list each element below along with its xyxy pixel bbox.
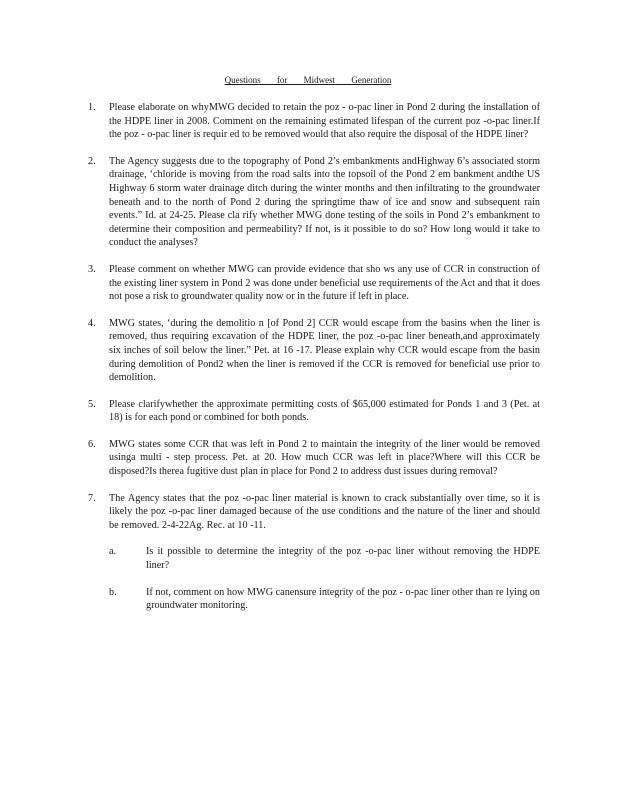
questions-list (88, 101, 540, 626)
sub-question-list (109, 545, 540, 612)
question-number: 4. (88, 317, 96, 329)
question-item (88, 438, 540, 479)
question-number: 5. (88, 398, 96, 410)
question-item (88, 263, 540, 304)
question-text: Please elaborate on whyMWG decided to retain the poz - o-pac liner in Pond 2 during the installation of the HDPE liner in 2008. Comment on the remaining estimated lifespan of the current poz -o-pac liner.If the poz - o-pac liner is requir ed to be removed would that also require the disposal of the HDPE liner? (109, 102, 540, 141)
sub-question-item (109, 586, 540, 613)
document-title: Questions for Midwest Generation (224, 75, 392, 85)
question-number: 6. (88, 438, 96, 450)
question-item (88, 101, 540, 142)
question-item (88, 492, 540, 613)
question-text: The Agency states that the poz -o-pac liner material is known to crack substantially over time, so it is likely the poz -o-pac liner damaged because of the use conditions and the nature of the liner and should be removed. 2-4-22Ag. Rec. at 10 -11. (109, 492, 540, 531)
question-text: MWG states some CCR that was left in Pond 2 to maintain the integrity of the liner would be removed usinga multi - step process. Pet. at 20. How much CCR was left in place?Where will this CCR be disposed?Is therea fugitive dust plan in place for Pond 2 to address dust issues during removal? (109, 438, 540, 478)
question-number: 3. (88, 263, 96, 275)
question-item (88, 398, 540, 425)
question-text: Please clarifywhether the approximate permitting costs of $65,000 estimated for Ponds 1 and 3 (Pet. at 18) is for each pond or combined for both ponds. (109, 398, 540, 424)
question-item (88, 155, 540, 250)
question-number: 7. (88, 492, 96, 504)
sub-question-item (109, 545, 540, 572)
question-number: 1. (88, 102, 96, 113)
sub-question-text: Is it possible to determine the integrity of the poz -o-pac liner without removing the HDPE liner? (146, 546, 540, 572)
question-text: The Agency suggests due to the topography of Pond 2’s embankments andHighway 6’s associated storm drainage, ‘chloride is moving from the road salts into the topsoil of the Pond 2 em bankment andthe US Highway 6 storm water drainage ditch during the winter months and then infiltrating to the groundwater beneath and to the north of Pond 2 during the springtime thaw of ice and snow and subsequent rain events.” Id. at 24-25. Please cla rify whether MWG done testing of the soils in Pond 2’s embankment to determine their composition and permeability? If not, is it possible to do so? How long would it take to conduct the analyses? (109, 155, 540, 249)
sub-question-text: If not, comment on how MWG canensure integrity of the poz - o-pac liner other than re lying on groundwater monitoring. (146, 586, 540, 612)
question-text: Please comment on whether MWG can provide evidence that sho ws any use of CCR in construction of the existing liner system in Pond 2 was done under beneficial use requirements of the Act and that it does not pose a risk to groundwater quality now or in the future if left in place. (109, 263, 540, 303)
sub-question-letter: a. (109, 546, 117, 558)
question-number: 2. (88, 155, 96, 167)
question-text: MWG states, ‘during the demolitio n [of Pond 2] CCR would escape from the basins when the liner is removed, thus requiring excavation of the HDPE liner, the poz -o-pac liner beneath,and approximately six inches of soil below the liner.” Pet. at 16 -17. Please explain why CCR would escape from the basin during demolition of Pond2 when the liner is removed if the CCR is removed for beneficial use prior to demolition. (109, 317, 540, 384)
question-item (88, 317, 540, 385)
sub-question-letter: b. (109, 586, 117, 598)
